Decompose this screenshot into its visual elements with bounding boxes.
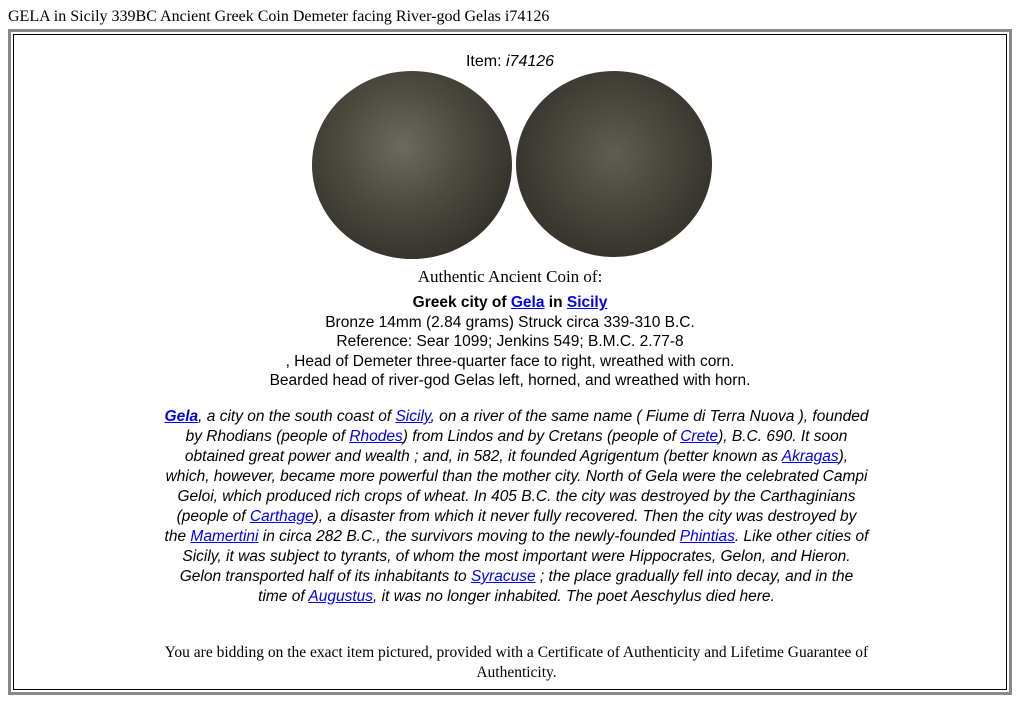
rhodes-link[interactable]: Rhodes — [349, 428, 403, 445]
detail-line: Bearded head of river-god Gelas left, horned, and wreathed with horn. — [269, 372, 751, 389]
carthage-link[interactable]: Carthage — [249, 508, 314, 525]
syracuse-link[interactable]: Syracuse — [470, 568, 536, 585]
desc-text: , it was no longer inhabited. The poet Aeschylus died here. — [373, 588, 775, 605]
authentic-heading: Authentic Ancient Coin of: — [417, 267, 603, 286]
origin-prefix: Greek city of — [412, 294, 511, 311]
detail-line: Reference: Sear 1099; Jenkins 549; B.M.C. 2.77-8 — [336, 333, 684, 350]
listing-content — [13, 34, 1007, 690]
bidding-note: You are bidding on the exact item pictured, provided with a Certificate of Authenticity and Lifetime Guarantee of Authenticity. — [164, 644, 869, 681]
desc-text: ) from Lindos and by Cretans (people of — [402, 428, 681, 445]
desc-text: ), B.C. 690. It soon obtained great power and wealth ; and, in 582, it founded Agrigentum (better known as — [184, 428, 848, 465]
city-description — [164, 407, 869, 607]
desc-text: in circa 282 B.C., the survivors moving to the newly-founded — [258, 528, 680, 545]
gela-desc-link[interactable]: Gela — [164, 408, 199, 425]
coin-obverse-image — [312, 71, 512, 259]
crete-link[interactable]: Crete — [680, 428, 719, 445]
page-title: GELA in Sicily 339BC Ancient Greek Coin Demeter facing River-god Gelas i74126 — [8, 8, 550, 25]
item-id: i74126 — [505, 53, 555, 70]
akragas-link[interactable]: Akragas — [781, 448, 839, 465]
phintias-link[interactable]: Phintias — [679, 528, 735, 545]
listing-frame — [8, 29, 1012, 695]
coin-reverse-image — [516, 71, 712, 257]
detail-line: Bronze 14mm (2.84 grams) Struck circa 339-310 B.C. — [325, 313, 695, 331]
desc-text: ), which, however, became more powerful than the mother city. North of Gela were the celebrated Campi Geloi, which produced rich crops of wheat. In 405 B.C. the city was destroyed by the Carthaginians (people of — [165, 448, 868, 525]
origin-line — [413, 294, 608, 311]
desc-text: ), a disaster from which it never fully recovered. Then the city was destroyed by the — [164, 508, 857, 545]
origin-mid: in — [544, 294, 567, 311]
desc-text: , a city on the south coast of — [198, 408, 396, 425]
desc-text: . Like other cities of Sicily, it was subject to tyrants, of whom the most important were Hippocrates, Gelon, and Hieron. Gelon transported half of its inhabitants to — [179, 528, 869, 585]
coin-details — [14, 293, 1006, 391]
sicily-link[interactable]: Sicily — [566, 294, 608, 311]
sicily-desc-link[interactable]: Sicily — [395, 408, 431, 425]
detail-line: , Head of Demeter three-quarter face to right, wreathed with corn. — [285, 352, 735, 370]
desc-text: , on a river of the same name ( Fiume di Terra Nuova ), founded by Rhodians (people of — [185, 408, 869, 445]
item-label: Item: — [465, 53, 506, 70]
gela-link[interactable]: Gela — [510, 294, 545, 311]
augustus-link[interactable]: Augustus — [308, 588, 374, 605]
desc-text: ; the place gradually fell into decay, and in the time of — [258, 568, 854, 605]
item-id-line — [14, 53, 1006, 71]
mamertini-link[interactable]: Mamertini — [190, 528, 259, 545]
